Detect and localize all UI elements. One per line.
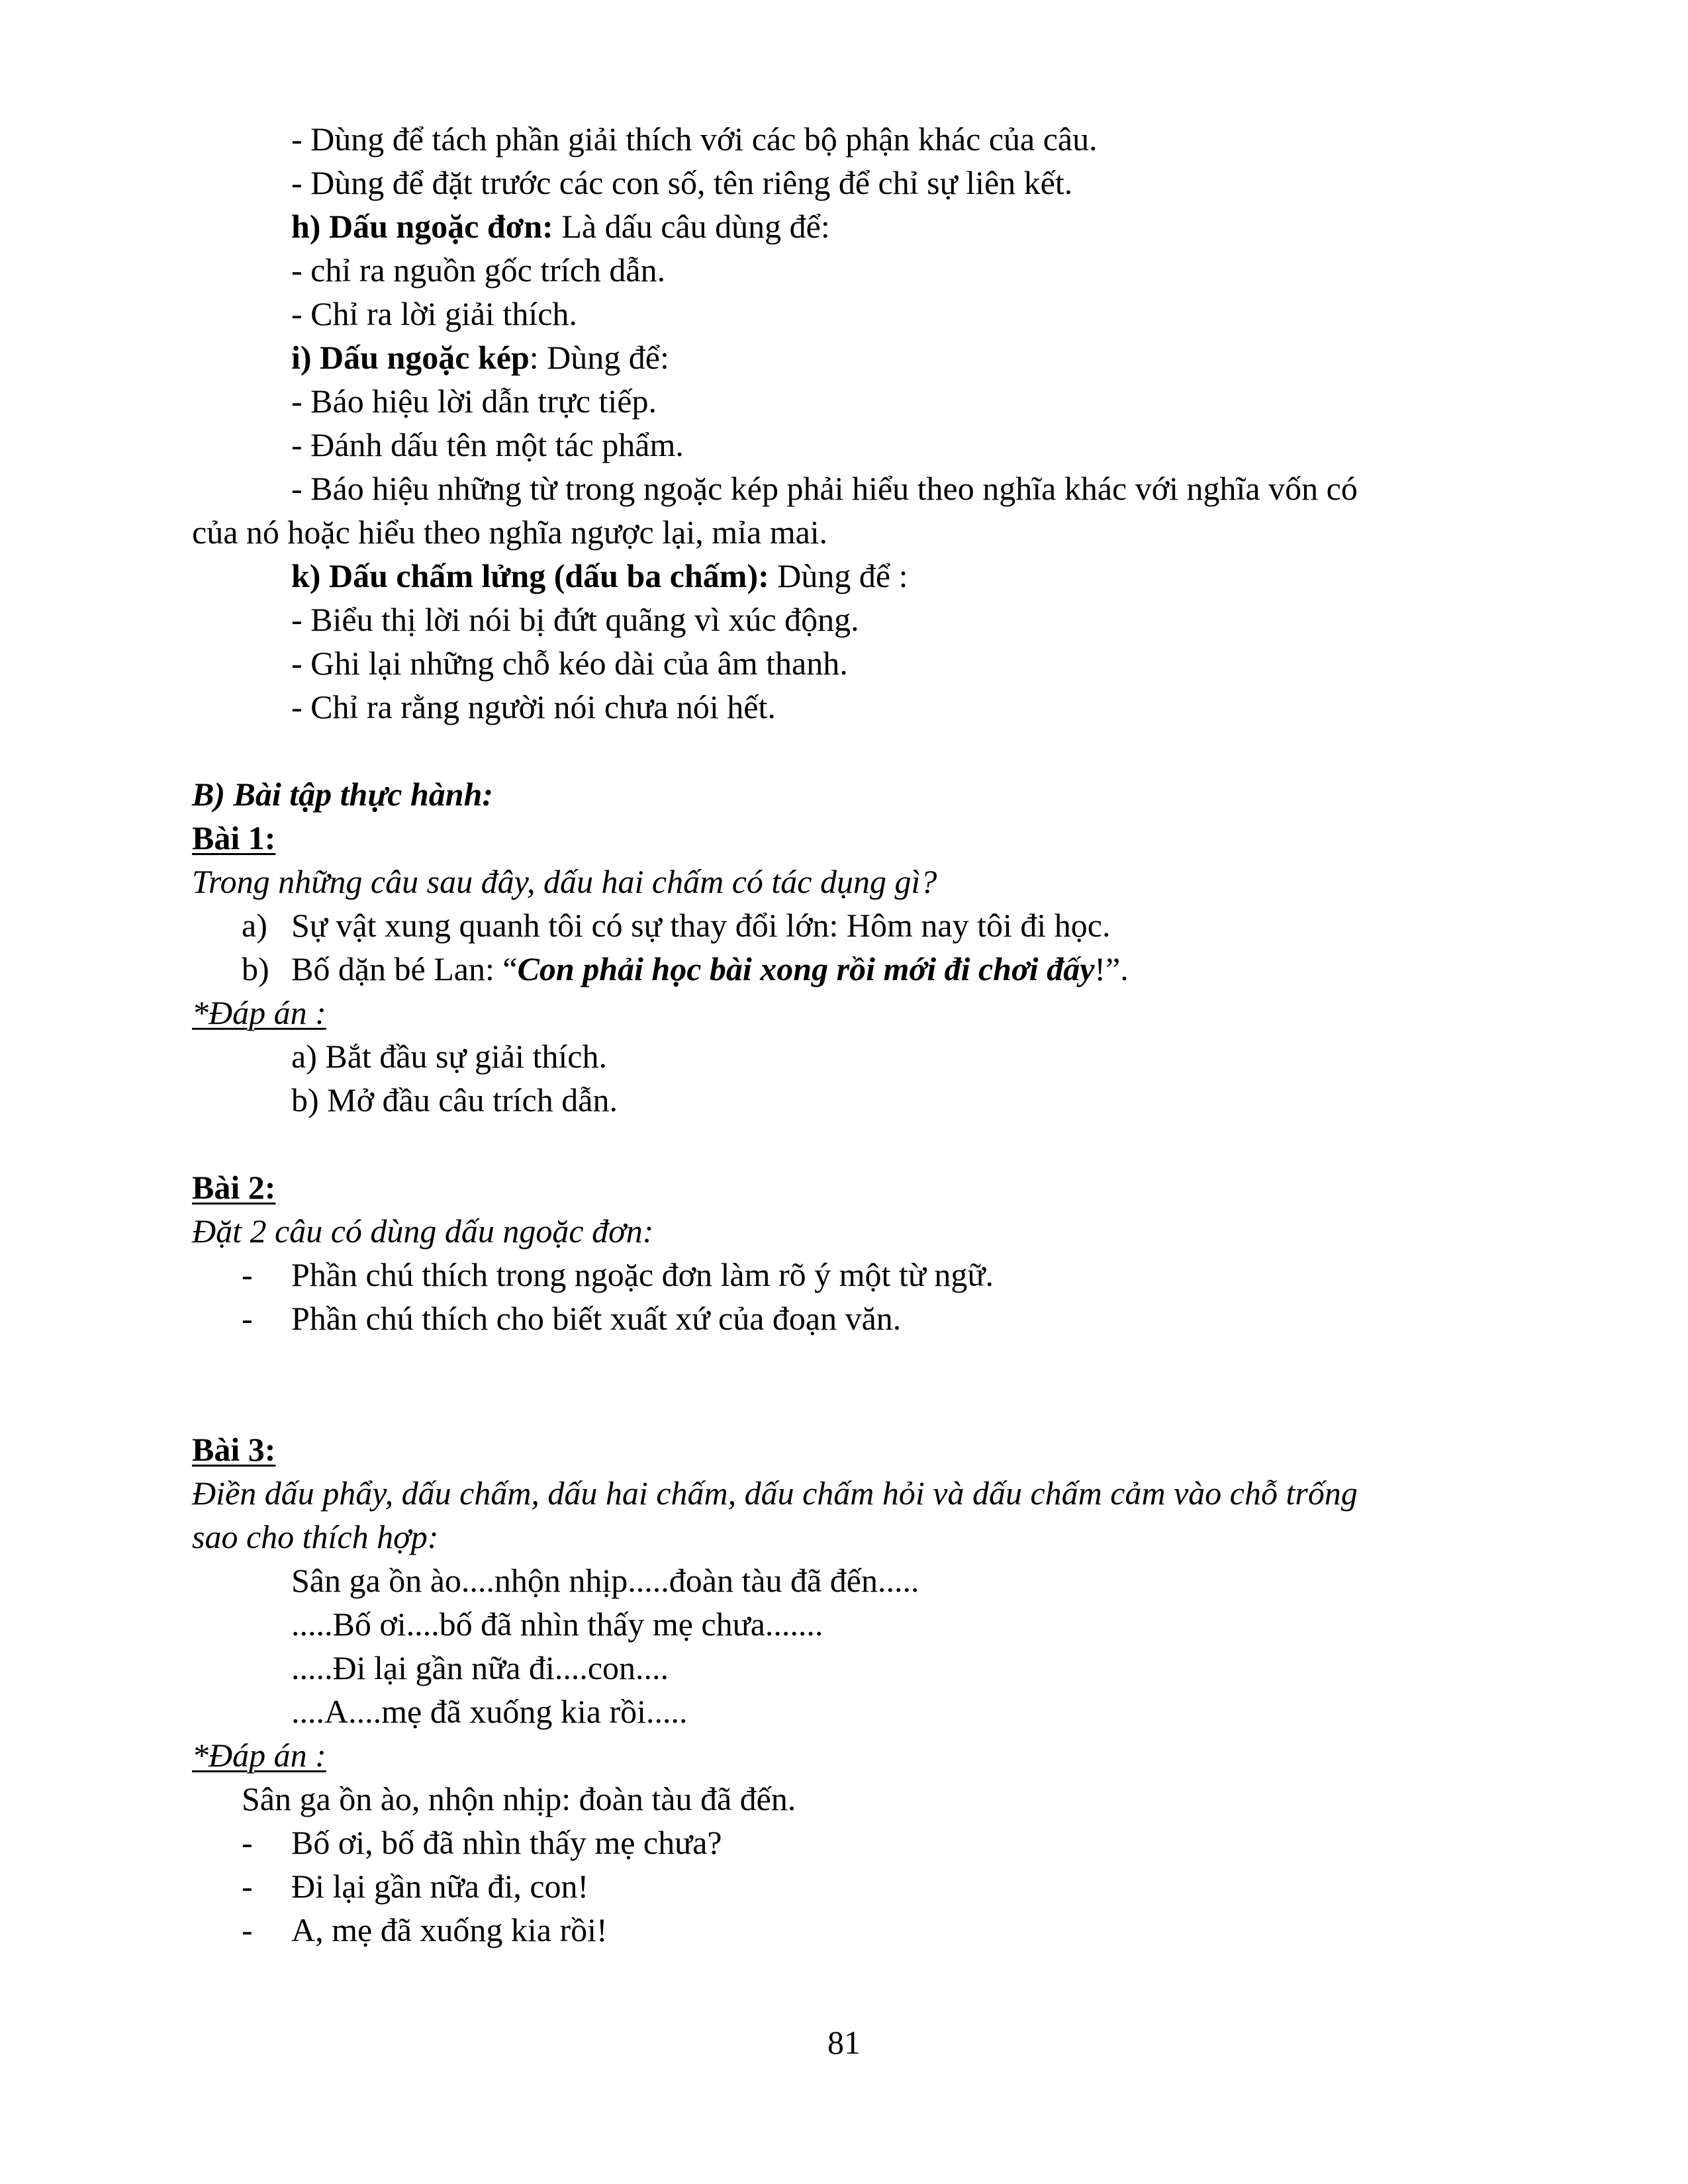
ellipsis-heading-line xyxy=(291,556,908,596)
ellipsis-intro: Dùng để : xyxy=(769,557,908,594)
exercise-1-item-a xyxy=(242,905,1110,945)
item-b-label: b) xyxy=(242,950,269,987)
parentheses-heading: h) Dấu ngoặc đơn: xyxy=(291,208,553,245)
list-dash: - xyxy=(242,1824,253,1861)
item-a-label: a) xyxy=(242,907,267,944)
exercise-2-prompt: Đặt 2 câu có dùng dấu ngoặc đơn: xyxy=(192,1212,654,1250)
section-b-title: B) Bài tập thực hành: xyxy=(192,776,494,813)
parentheses-use-1: - chỉ ra nguồn gốc trích dẫn. xyxy=(291,251,666,289)
exercise-1-answer-b: b) Mở đầu câu trích dẫn. xyxy=(291,1081,618,1118)
list-dash: - xyxy=(242,1868,253,1905)
parentheses-heading-line xyxy=(291,206,830,246)
quotes-use-3: - Báo hiệu những từ trong ngoặc kép phải hiểu theo nghĩa khác với nghĩa vốn có xyxy=(291,470,1358,507)
list-dash: - xyxy=(242,1300,253,1337)
page-number: 81 xyxy=(827,2024,861,2061)
exercise-3-answer-item-2-text: Đi lại gần nữa đi, con! xyxy=(291,1868,589,1905)
quotes-use-2: - Đánh dấu tên một tác phẩm. xyxy=(291,426,684,463)
ellipsis-use-2: - Ghi lại những chỗ kéo dài của âm thanh. xyxy=(291,645,848,682)
quotes-heading: i) Dấu ngoặc kép xyxy=(291,339,530,376)
comma-use-1: - Dùng để tách phần giải thích với các bộ phận khác của câu. xyxy=(291,120,1098,158)
item-b-pre: Bố dặn bé Lan: “ xyxy=(291,950,518,987)
list-dash: - xyxy=(242,1911,253,1948)
quotes-use-3-continued: của nó hoặc hiểu theo nghĩa ngược lại, mỉa mai. xyxy=(192,514,828,551)
exercise-3-line-2: .....Bố ơi....bố đã nhìn thấy mẹ chưa....... xyxy=(291,1606,823,1643)
item-b-quote: Con phải học bài xong rồi mới đi chơi đấy xyxy=(517,950,1095,987)
exercise-2-item-2 xyxy=(242,1298,901,1338)
exercise-3-answer-item-1-text: Bố ơi, bố đã nhìn thấy mẹ chưa? xyxy=(291,1824,722,1861)
quotes-use-1: - Báo hiệu lời dẫn trực tiếp. xyxy=(291,383,657,420)
exercise-3-line-3: .....Đi lại gần nữa đi....con.... xyxy=(291,1649,669,1686)
ellipsis-heading: k) Dấu chấm lửng (dấu ba chấm): xyxy=(291,557,769,594)
exercise-3-prompt-line-2: sao cho thích hợp: xyxy=(192,1518,439,1555)
exercise-3-prompt-line-1: Điền dấu phẩy, dấu chấm, dấu hai chấm, dấu chấm hỏi và dấu chấm cảm vào chỗ trống xyxy=(192,1475,1358,1512)
item-b-post: !”. xyxy=(1094,950,1129,987)
exercise-1-prompt: Trong những câu sau đây, dấu hai chấm có tác dụng gì? xyxy=(192,863,937,900)
exercise-2-title: Bài 2: xyxy=(192,1169,276,1206)
parentheses-intro: Là dấu câu dùng để: xyxy=(553,208,830,245)
exercise-3-title: Bài 3: xyxy=(192,1431,276,1468)
quotes-intro: : Dùng để: xyxy=(529,339,669,376)
exercise-1-title: Bài 1: xyxy=(192,819,276,856)
exercise-2-item-1-text: Phần chú thích trong ngoặc đơn làm rõ ý một từ ngữ. xyxy=(291,1256,994,1293)
exercise-3-answer-label: *Đáp án : xyxy=(192,1737,326,1774)
ellipsis-use-1: - Biểu thị lời nói bị đứt quãng vì xúc động. xyxy=(291,601,859,638)
exercise-3-answer-item-1 xyxy=(242,1823,722,1862)
exercise-3-line-4: ....A....mẹ đã xuống kia rồi..... xyxy=(291,1693,688,1730)
quotes-heading-line xyxy=(291,338,669,377)
exercise-2-item-2-text: Phần chú thích cho biết xuất xứ của đoạn văn. xyxy=(291,1300,902,1337)
list-dash: - xyxy=(242,1256,253,1293)
comma-use-2: - Dùng để đặt trước các con số, tên riêng để chỉ sự liên kết. xyxy=(291,164,1073,201)
exercise-1-answer-a: a) Bắt đầu sự giải thích. xyxy=(291,1038,607,1075)
exercise-3-answer-first: Sân ga ồn ào, nhộn nhịp: đoàn tàu đã đến. xyxy=(242,1780,796,1817)
exercise-3-answer-item-3-text: A, mẹ đã xuống kia rồi! xyxy=(291,1911,608,1948)
exercise-3-answer-item-2 xyxy=(242,1866,588,1906)
exercise-3-answer-item-3 xyxy=(242,1910,608,1950)
exercise-1-item-b xyxy=(242,949,1129,989)
item-a-text: Sự vật xung quanh tôi có sự thay đổi lớn: Hôm nay tôi đi học. xyxy=(291,907,1111,944)
ellipsis-use-3: - Chỉ ra rằng người nói chưa nói hết. xyxy=(291,688,776,725)
parentheses-use-2: - Chỉ ra lời giải thích. xyxy=(291,295,577,332)
exercise-1-answer-label: *Đáp án : xyxy=(192,994,326,1031)
exercise-2-item-1 xyxy=(242,1255,994,1295)
exercise-3-line-1: Sân ga ồn ào....nhộn nhịp.....đoàn tàu đã đến..... xyxy=(291,1562,919,1599)
